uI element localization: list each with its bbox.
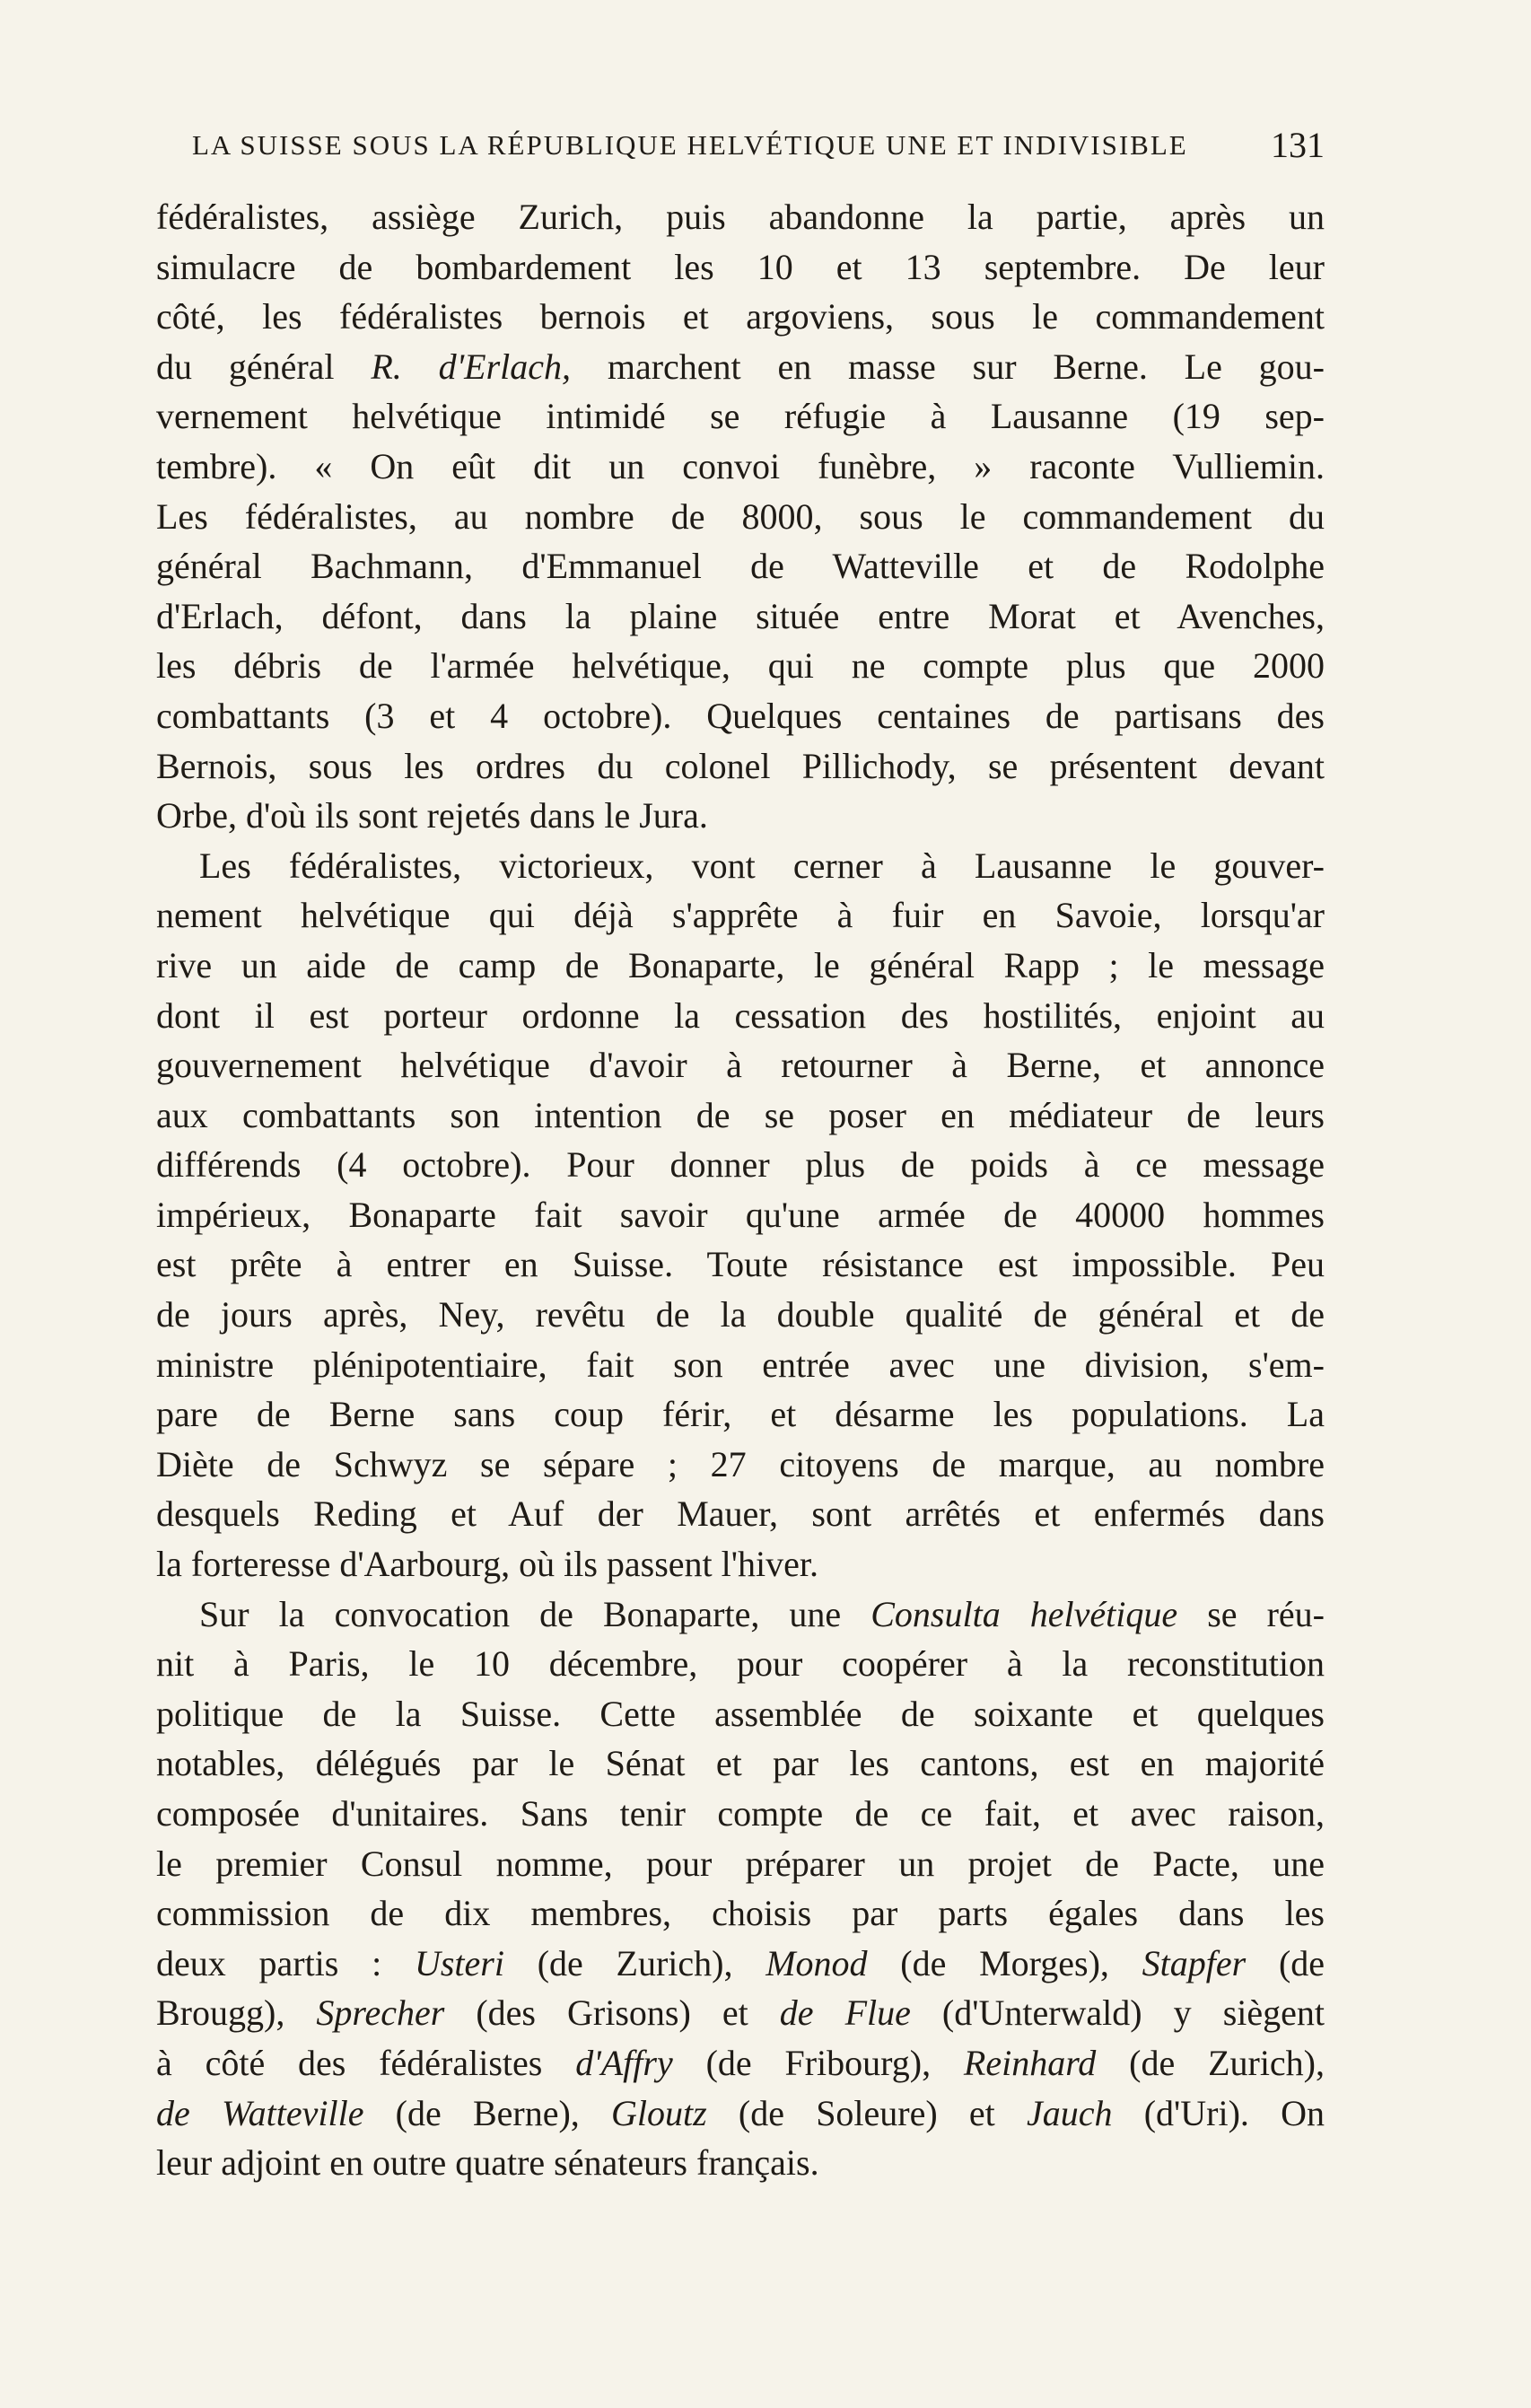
body-text	[156, 192, 1325, 2188]
text-line: général Bachmann, d'Emmanuel de Watteville et de Rodolphe	[156, 546, 1325, 587]
text-line: Brougg), Sprecher (des Grisons) et de Flue (d'Unterwald) y siègent	[156, 1992, 1325, 2034]
text-line: le premier Consul nomme, pour préparer un projet de Pacte, une	[156, 1843, 1325, 1884]
text-line: les débris de l'armée helvétique, qui ne compte plus que 2000	[156, 645, 1325, 687]
person-name: R. d'Erlach,	[371, 346, 572, 387]
person-name: Monod	[766, 1942, 868, 1983]
text-line: deux partis : Usteri (de Zurich), Monod (de Morges), Stapfer (de	[156, 1942, 1325, 1983]
text-line: Bernois, sous les ordres du colonel Pillichody, se présentent devant	[156, 745, 1325, 786]
person-name: Usteri	[414, 1942, 504, 1983]
text-line: nit à Paris, le 10 décembre, pour coopérer à la reconstitution	[156, 1643, 1325, 1685]
text-line: tembre). « On eût dit un convoi funèbre, » raconte Vulliemin.	[156, 445, 1325, 486]
text-line: Les fédéralistes, au nombre de 8000, sous le commandement du	[156, 495, 1325, 537]
person-name: de Watteville	[156, 2092, 364, 2133]
text-line: impérieux, Bonaparte fait savoir qu'une armée de 40000 hommes	[156, 1194, 1325, 1235]
text-line: dont il est porteur ordonne la cessation des hostilités, enjoint au	[156, 994, 1325, 1036]
text-line: Orbe, d'où ils sont rejetés dans le Jura.	[156, 795, 708, 836]
person-name: de Flue	[779, 1992, 911, 2034]
text-line: rive un aide de camp de Bonaparte, le général Rapp ; le message	[156, 944, 1325, 985]
running-title: LA SUISSE SOUS LA RÉPUBLIQUE HELVÉTIQUE UNE ET INDIVISIBLE	[192, 129, 1188, 161]
person-name: Stapfer	[1142, 1942, 1247, 1983]
text-line: simulacre de bombardement les 10 et 13 septembre. De leur	[156, 246, 1325, 287]
text-line: de Watteville (de Berne), Gloutz (de Soleure) et Jauch (d'Uri). On	[156, 2092, 1325, 2133]
text-line: vernement helvétique intimidé se réfugie à Lausanne (19 sep-	[156, 396, 1325, 437]
text-line: côté, les fédéralistes bernois et argoviens, sous le commandement	[156, 296, 1325, 337]
text-line: de jours après, Ney, revêtu de la double qualité de général et de	[156, 1294, 1325, 1335]
text-line: ministre plénipotentiaire, fait son entrée avec une division, s'em-	[156, 1344, 1325, 1385]
page-number: 131	[1271, 125, 1325, 165]
person-name: Sprecher	[316, 1992, 445, 2034]
text-line: est prête à entrer en Suisse. Toute résistance est impossible. Peu	[156, 1244, 1325, 1285]
text-line: nement helvétique qui déjà s'apprête à fuir en Savoie, lorsqu'ar	[156, 895, 1325, 936]
text-line: composée d'unitaires. Sans tenir compte de ce fait, et avec raison,	[156, 1793, 1325, 1834]
paragraph-start: Les fédéralistes, victorieux, vont cerner à Lausanne le gouver-	[199, 845, 1325, 886]
text-line: notables, délégués par le Sénat et par les cantons, est en majorité	[156, 1743, 1325, 1784]
person-name: Gloutz	[611, 2092, 707, 2133]
text-line: commission de dix membres, choisis par parts égales dans les	[156, 1893, 1325, 1934]
text-line: politique de la Suisse. Cette assemblée de soixante et quelques	[156, 1693, 1325, 1734]
text-line: combattants (3 et 4 octobre). Quelques centaines de partisans des	[156, 695, 1325, 736]
text-line: Diète de Schwyz se sépare ; 27 citoyens de marque, au nombre	[156, 1443, 1325, 1484]
running-head	[192, 122, 1325, 169]
text-line: pare de Berne sans coup férir, et désarme les populations. La	[156, 1394, 1325, 1435]
text-line: différends (4 octobre). Pour donner plus de poids à ce message	[156, 1144, 1325, 1186]
text-line: à côté des fédéralistes d'Affry (de Fribourg), Reinhard (de Zurich),	[156, 2042, 1325, 2083]
paragraph-start: Sur la convocation de Bonaparte, une Consulta helvétique se réu-	[199, 1593, 1325, 1634]
text-line: fédéralistes, assiège Zurich, puis abandonne la partie, après un	[156, 197, 1325, 237]
text-line: d'Erlach, défont, dans la plaine située entre Morat et Avenches,	[156, 595, 1325, 636]
text-line: aux combattants son intention de se poser en médiateur de leurs	[156, 1094, 1325, 1135]
text-line: leur adjoint en outre quatre sénateurs français.	[156, 2142, 819, 2184]
text-line: desquels Reding et Auf der Mauer, sont arrêtés et enfermés dans	[156, 1493, 1325, 1535]
person-name: d'Affry	[575, 2042, 673, 2083]
text-line: gouvernement helvétique d'avoir à retourner à Berne, et annonce	[156, 1045, 1325, 1086]
person-name: Reinhard	[963, 2042, 1097, 2083]
text-line: du général R. d'Erlach, marchent en masse sur Berne. Le gou-	[156, 346, 1325, 387]
person-name: Jauch	[1027, 2092, 1113, 2133]
italic-term: Consulta helvétique	[870, 1593, 1178, 1634]
text-line: la forteresse d'Aarbourg, où ils passent l'hiver.	[156, 1544, 818, 1585]
